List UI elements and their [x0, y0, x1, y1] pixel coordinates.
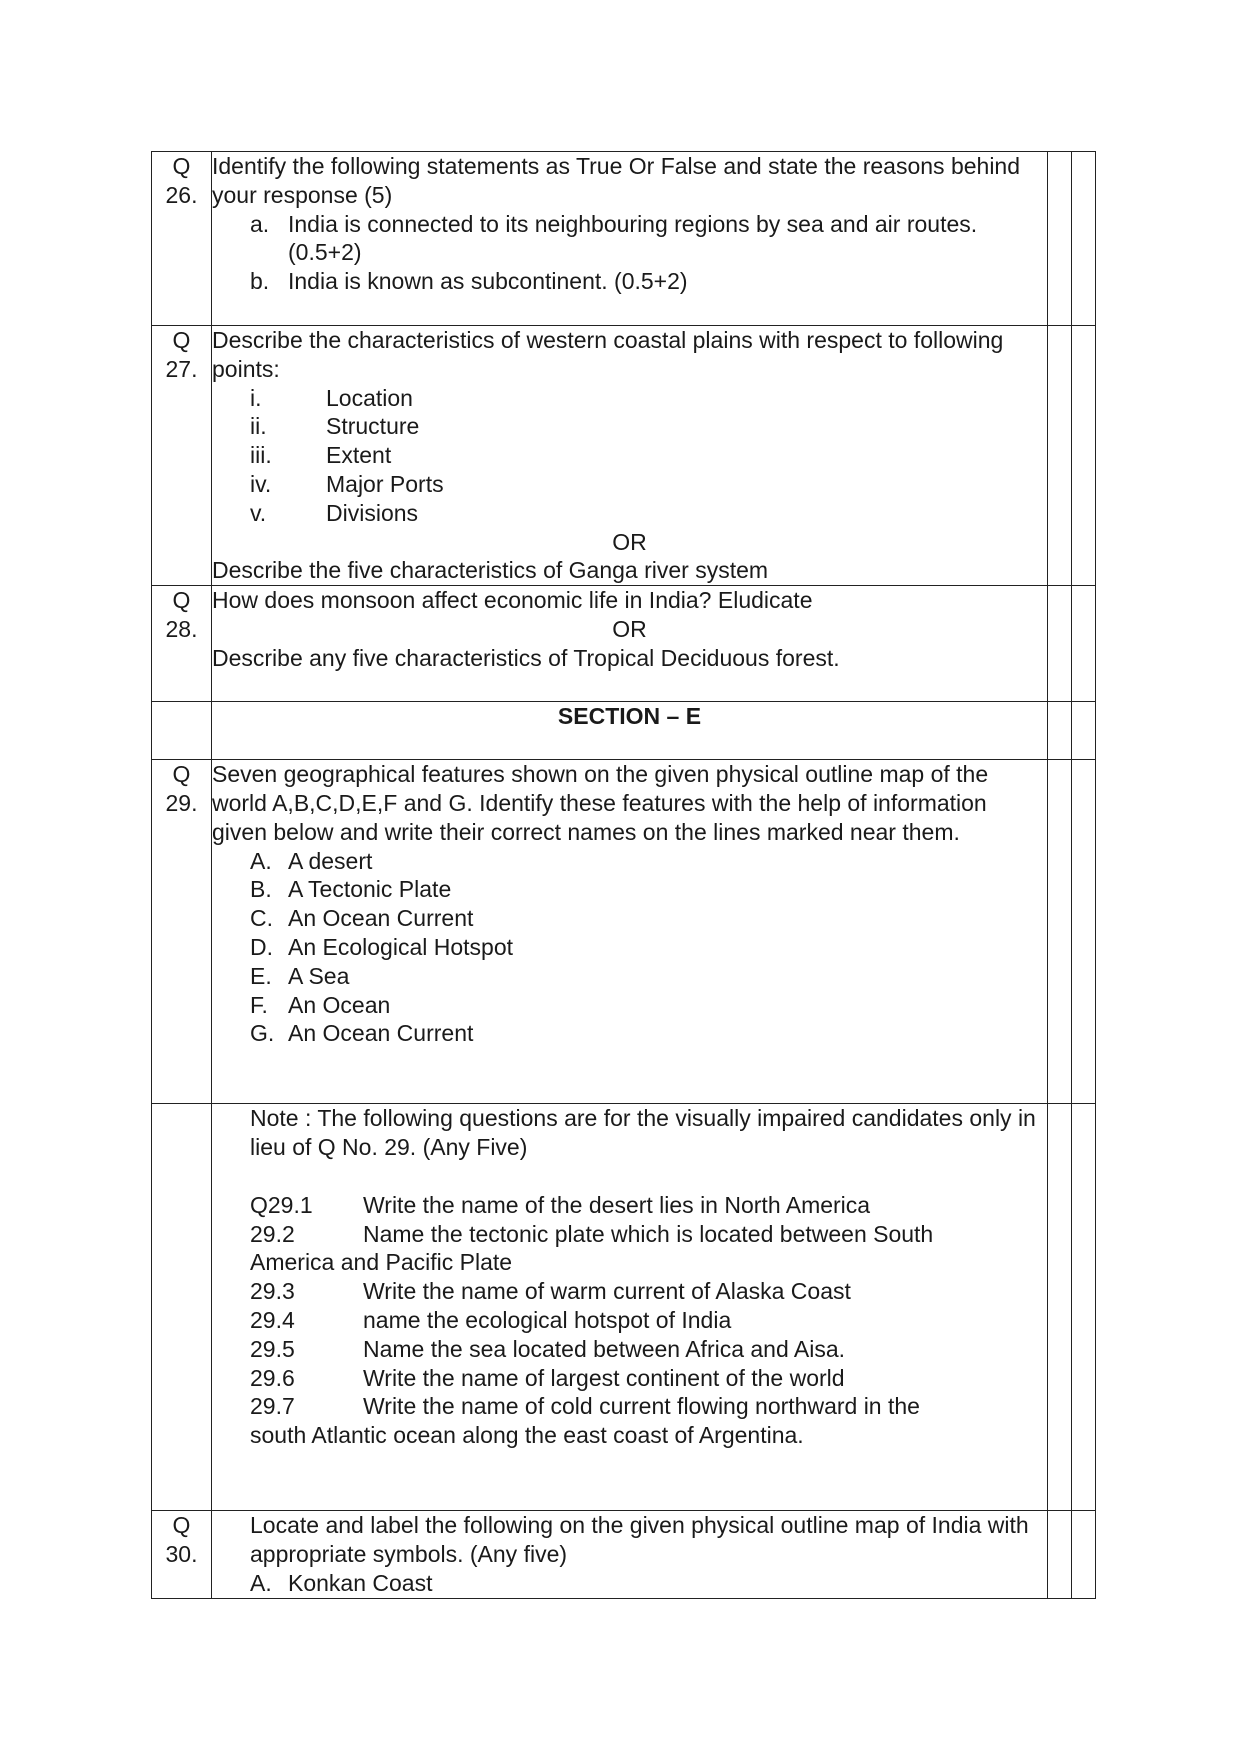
list-item: 29.2 Name the tectonic plate which is located between South: [250, 1220, 934, 1247]
question-body: [212, 1511, 1048, 1599]
list-item: D. An Ecological Hotspot: [250, 933, 514, 960]
question-body: [212, 326, 1048, 586]
question-number: [152, 1104, 212, 1511]
question-row-28: [152, 586, 1096, 702]
question-text: Identify the following statements as True Or False and state the reasons behind your response (5): [212, 153, 1021, 208]
question-number: [152, 702, 212, 760]
list-item: E. A Sea: [250, 962, 350, 989]
question-number: Q 28.: [152, 586, 212, 702]
list-item: 29.7 Write the name of cold current flowing northward in the: [250, 1393, 920, 1420]
list-item: ii. Structure: [250, 413, 420, 440]
marks-cell: [1048, 1104, 1072, 1511]
list-item: v. Divisions: [250, 499, 419, 526]
section-heading: SECTION – E: [212, 702, 1048, 760]
list-item: F. An Ocean: [250, 991, 391, 1018]
list-item: B. A Tectonic Plate: [250, 876, 452, 903]
marks-cell: [1048, 702, 1072, 760]
marks-cell: [1048, 152, 1072, 326]
list-item: 29.3 Write the name of warm current of Alaska Coast: [250, 1278, 851, 1305]
marks-cell: [1072, 1104, 1096, 1511]
question-text: Locate and label the following on the given physical outline map of India with appropriate symbols. (Any five): [250, 1512, 1029, 1567]
question-body: [212, 152, 1048, 326]
list-item: A. Konkan Coast: [250, 1569, 433, 1596]
list-item: 29.6 Write the name of largest continent of the world: [250, 1364, 845, 1391]
question-row-29: [152, 760, 1096, 1104]
question-body: [212, 586, 1048, 702]
list-item: 29.5 Name the sea located between Africa and Aisa.: [250, 1335, 846, 1362]
marks-cell: [1048, 326, 1072, 586]
question-number: Q 30.: [152, 1511, 212, 1599]
marks-cell: [1072, 326, 1096, 586]
list-item-continuation: south Atlantic ocean along the east coast of Argentina.: [250, 1422, 804, 1449]
vi-note-row: [152, 1104, 1096, 1511]
question-row-30: [152, 1511, 1096, 1599]
marks-cell: [1048, 760, 1072, 1104]
marks-cell: [1072, 1511, 1096, 1599]
list-item: C. An Ocean Current: [250, 905, 474, 932]
question-text: Seven geographical features shown on the given physical outline map of the world A,B,C,D,E,F and G. Identify these features with the help of information given below and write their correct names on the lines marked near them.: [212, 761, 989, 845]
list-item: a. India is connected to its neighbouring regions by sea and air routes. (0.5+2): [250, 210, 978, 266]
or-divider: OR: [612, 528, 647, 555]
marks-cell: [1072, 152, 1096, 326]
list-item: A. A desert: [250, 847, 373, 874]
question-body: [212, 760, 1048, 1104]
question-row-26: [152, 152, 1096, 326]
marks-cell: [1072, 760, 1096, 1104]
question-row-27: [152, 326, 1096, 586]
list-item-continuation: America and Pacific Plate: [250, 1249, 513, 1276]
question-text: Describe the characteristics of western coastal plains with respect to following points:: [212, 327, 1004, 382]
marks-cell: [1072, 702, 1096, 760]
list-item: G. An Ocean Current: [250, 1020, 474, 1047]
list-item: iv. Major Ports: [250, 470, 444, 497]
question-number: Q 29.: [152, 760, 212, 1104]
marks-cell: [1048, 586, 1072, 702]
marks-cell: [1072, 586, 1096, 702]
list-item: iii. Extent: [250, 442, 392, 469]
list-item: i. Location: [250, 384, 413, 411]
question-body: [212, 1104, 1048, 1511]
section-row: [152, 702, 1096, 760]
question-number: Q 26.: [152, 152, 212, 326]
list-item: 29.4 name the ecological hotspot of India: [250, 1306, 732, 1333]
list-item: b. India is known as subcontinent. (0.5+2): [250, 268, 688, 295]
question-text: How does monsoon affect economic life in India? Eludicate: [212, 587, 813, 614]
alternative-question: Describe the five characteristics of Ganga river system: [212, 557, 769, 584]
or-divider: OR: [612, 615, 647, 642]
marks-cell: [1048, 1511, 1072, 1599]
vi-note-text: Note : The following questions are for the visually impaired candidates only in lieu of Q No. 29. (Any Five): [250, 1105, 1036, 1160]
alternative-question: Describe any five characteristics of Tropical Deciduous forest.: [212, 644, 840, 671]
question-number: Q 27.: [152, 326, 212, 586]
list-item: Q29.1 Write the name of the desert lies in North America: [250, 1191, 871, 1218]
question-paper-table: [151, 151, 1096, 1599]
